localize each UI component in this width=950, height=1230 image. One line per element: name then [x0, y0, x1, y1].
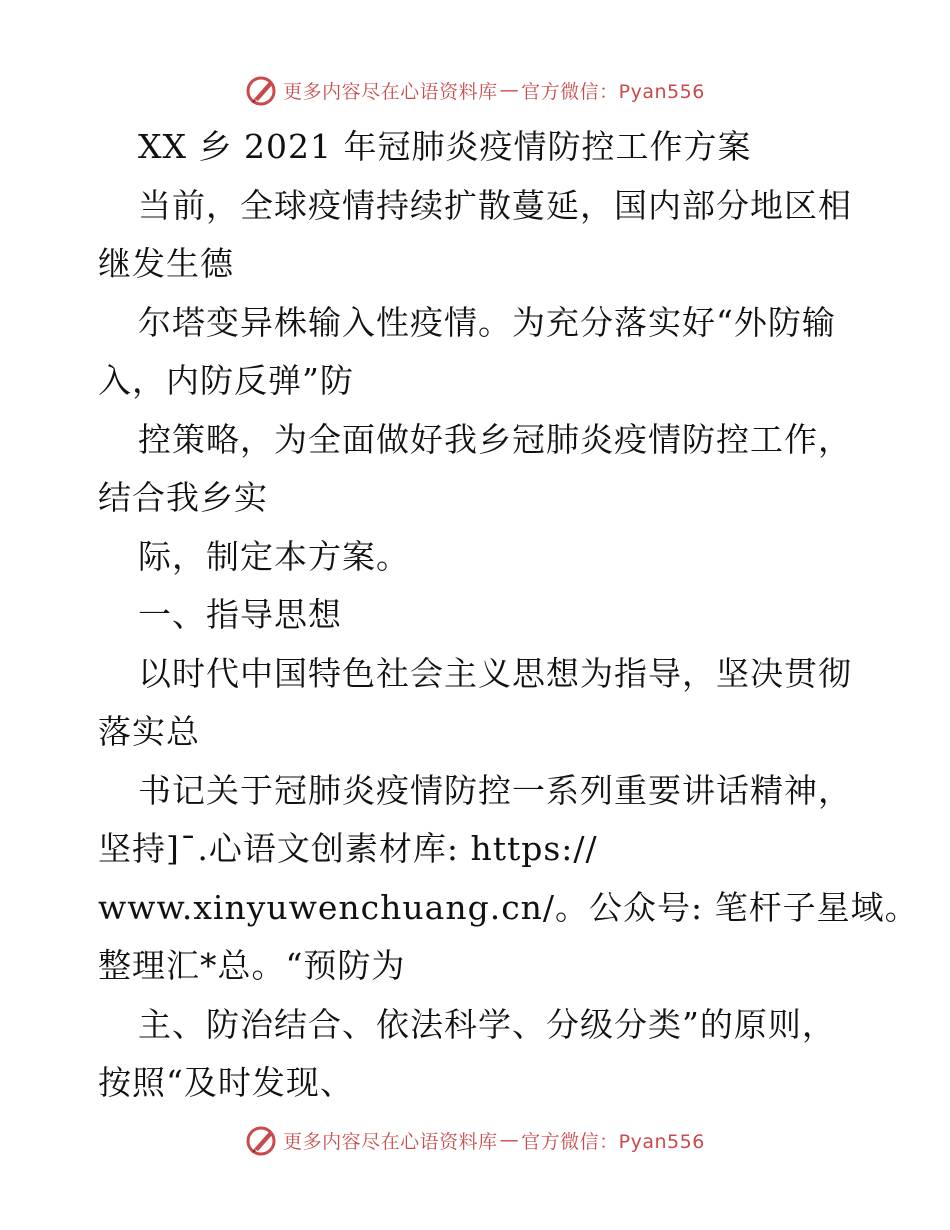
document-title: XX 乡 2021 年冠肺炎疫情防控工作方案: [138, 127, 752, 166]
document-line: 际，制定本方案。: [138, 536, 410, 576]
document-line: 按照“及时发现、: [98, 1063, 354, 1102]
document-line: www.xinyuwenchuang.cn/。公众号: 笔杆子星域。: [98, 887, 919, 927]
document-line: 尔塔变异株输入性疫情。为充分落实好“外防输: [138, 302, 836, 342]
document-line: 控策略，为全面做好我乡冠肺炎疫情防控工作，: [138, 419, 852, 459]
banner-dash: —: [499, 1129, 520, 1151]
footer-banner: [0, 1120, 950, 1160]
banner-text: 更多内容尽在心语资料库: [283, 1130, 498, 1153]
document-line: 结合我乡实: [98, 478, 268, 517]
document-line: 主、防治结合、依法科学、分级分类”的原则，: [138, 1004, 836, 1044]
document-body: [98, 118, 919, 1113]
banner-wechat: 官方微信：Pyan556: [521, 80, 705, 103]
document-line: 当前，全球疫情持续扩散蔓延，国内部分地区相: [138, 185, 852, 225]
header-banner: [0, 70, 950, 110]
banner-wechat: 官方微信：Pyan556: [521, 1130, 705, 1153]
document-line: 落实总: [98, 712, 200, 751]
banner-dash: —: [499, 79, 520, 101]
pen-logo-icon: [245, 73, 279, 107]
document-line: 坚持]¯.心语文创素材库: https://: [98, 829, 598, 868]
banner-text: 更多内容尽在心语资料库: [283, 80, 498, 103]
document-line: 书记关于冠肺炎疫情防控一系列重要讲话精神，: [138, 770, 852, 810]
document-line: 以时代中国特色社会主义思想为指导，坚决贯彻: [138, 653, 852, 693]
document-line: 整理汇*总。“预防为: [98, 946, 406, 985]
document-line: 继发生德: [98, 244, 234, 283]
document-line: 入，内防反弹”防: [98, 361, 354, 400]
section-heading: 一、指导思想: [138, 595, 342, 634]
pen-logo-icon: [245, 1123, 279, 1157]
